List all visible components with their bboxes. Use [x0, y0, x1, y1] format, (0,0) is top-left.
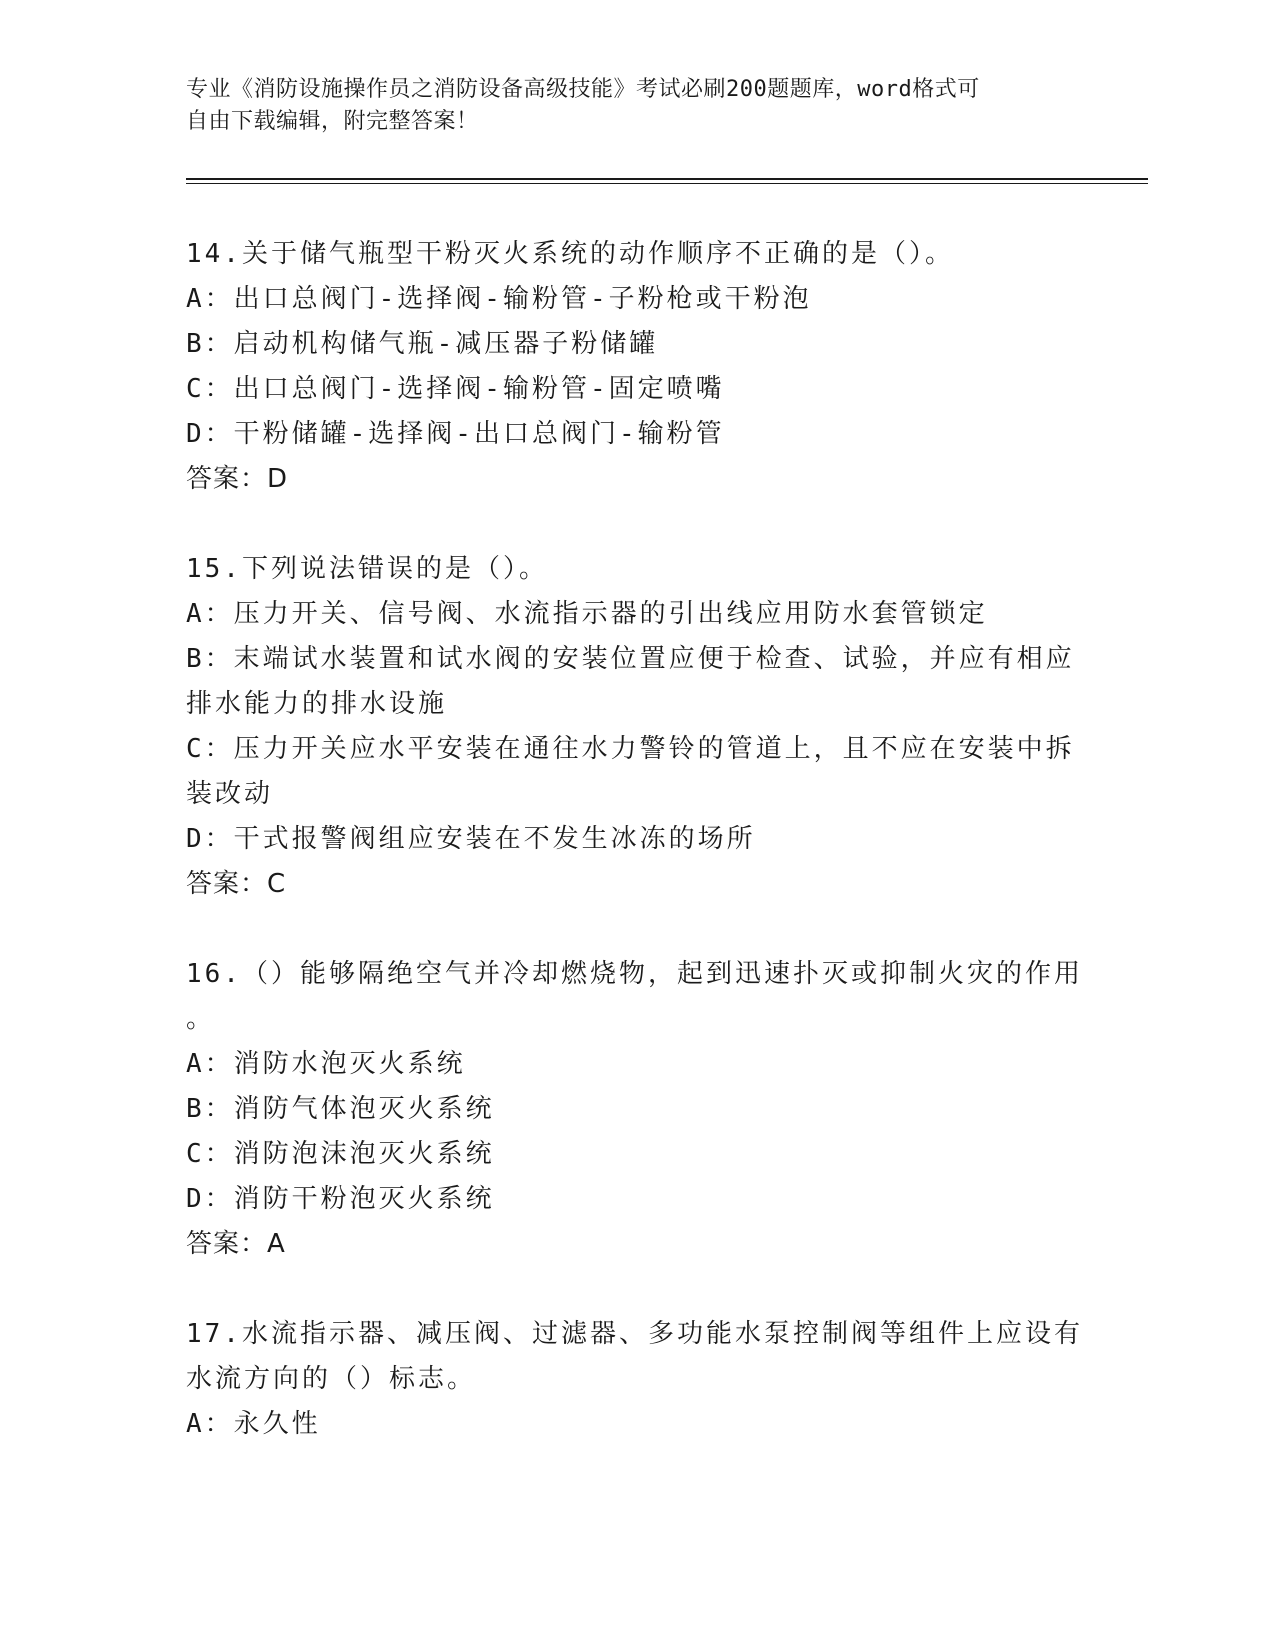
answer-option: C：消防泡沫泡灭火系统: [186, 1139, 495, 1169]
question-stem: 15.下列说法错误的是（）。: [186, 554, 548, 584]
header-line-1: 专业《消防设施操作员之消防设备高级技能》考试必刷200题题库，word格式可: [186, 77, 980, 102]
question-list: [186, 232, 1086, 1492]
question-block: [186, 1312, 1086, 1447]
header-line-2: 自由下载编辑，附完整答案！: [186, 109, 479, 134]
answer-option: D：干粉储罐-选择阀-出口总阀门-输粉管: [186, 419, 725, 449]
answer-option: A：出口总阀门-选择阀-输粉管-子粉枪或干粉泡: [186, 284, 812, 314]
answer-option: B：末端试水装置和试水阀的安装位置应便于检查、试验，并应有相应: [186, 644, 1075, 674]
document-header: [186, 74, 1066, 138]
question-stem: 水流方向的（）标志。: [186, 1364, 477, 1394]
question-stem: 14.关于储气瓶型干粉灭火系统的动作顺序不正确的是（）。: [186, 239, 954, 269]
answer-key: 答案：A: [186, 1229, 286, 1259]
question-block: [186, 232, 1086, 502]
answer-option: B：消防气体泡灭火系统: [186, 1094, 495, 1124]
answer-option: C：压力开关应水平安装在通往水力警铃的管道上，且不应在安装中拆: [186, 734, 1075, 764]
question-stem: 。: [186, 1004, 216, 1034]
answer-key: 答案：C: [186, 869, 287, 899]
answer-option: A：永久性: [186, 1409, 321, 1439]
question-stem: 16.（）能够隔绝空气并冷却燃烧物，起到迅速扑灭或抑制火灾的作用: [186, 959, 1083, 989]
answer-option: D：消防干粉泡灭火系统: [186, 1184, 495, 1214]
question-stem: 17.水流指示器、减压阀、过滤器、多功能水泵控制阀等组件上应设有: [186, 1319, 1083, 1349]
answer-option: D：干式报警阀组应安装在不发生冰冻的场所: [186, 824, 756, 854]
header-divider-top: [186, 178, 1148, 180]
answer-option: 排水能力的排水设施: [186, 689, 448, 719]
header-divider-bottom: [186, 183, 1148, 184]
answer-option: C：出口总阀门-选择阀-输粉管-固定喷嘴: [186, 374, 725, 404]
answer-option: 装改动: [186, 779, 274, 809]
question-block: [186, 547, 1086, 907]
answer-option: A：消防水泡灭火系统: [186, 1049, 466, 1079]
answer-key: 答案：D: [186, 464, 289, 494]
answer-option: A：压力开关、信号阀、水流指示器的引出线应用防水套管锁定: [186, 599, 988, 629]
answer-option: B：启动机构储气瓶-减压器子粉储罐: [186, 329, 659, 359]
question-block: [186, 952, 1086, 1267]
